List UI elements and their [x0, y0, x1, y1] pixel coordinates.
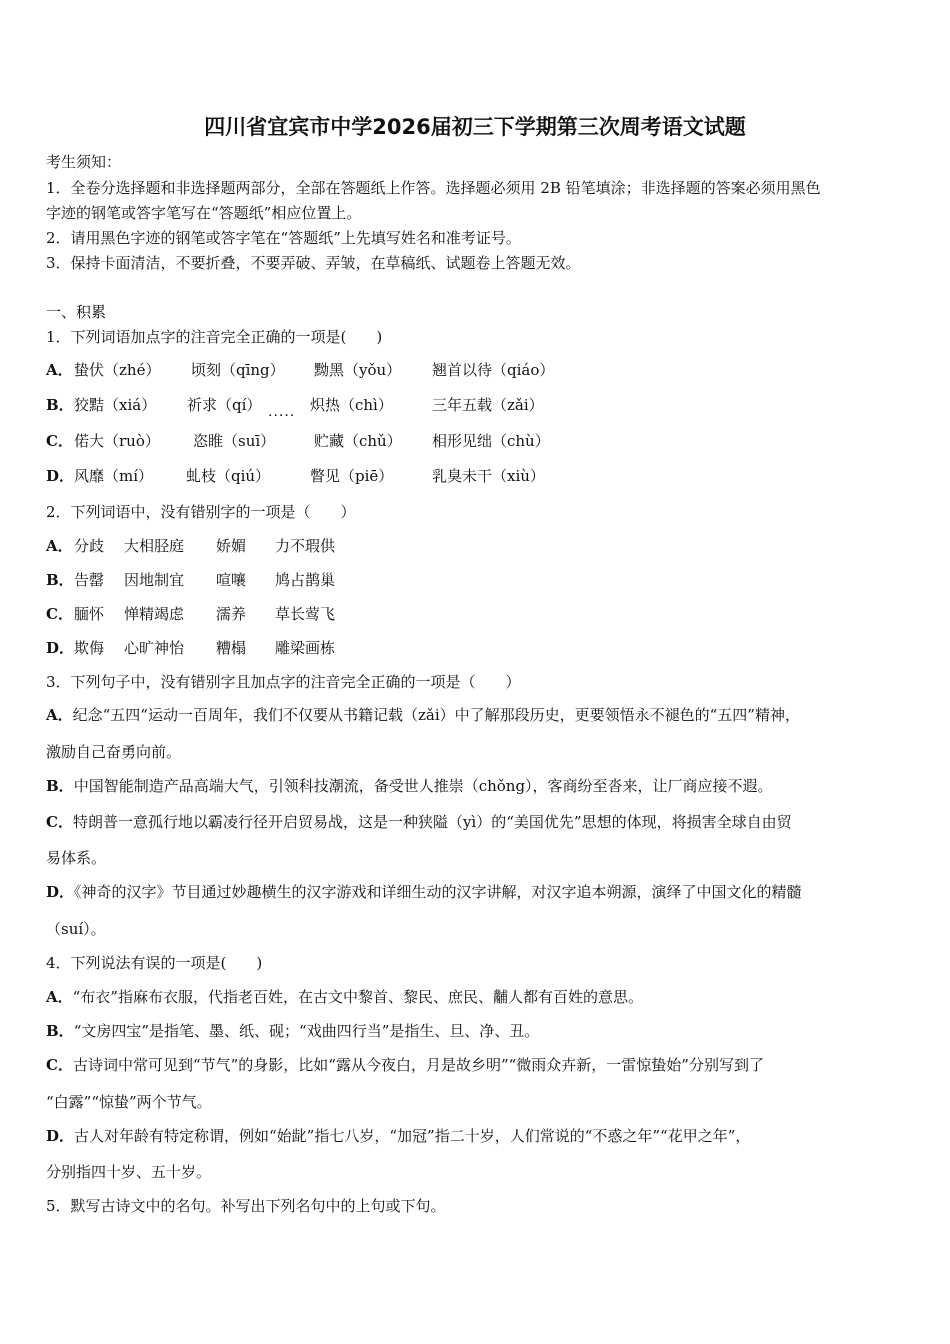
- option-word: 祈求（qí）: [187, 396, 262, 414]
- option-word: 蛰伏（zhé）: [74, 361, 161, 379]
- option-text: “文房四宝”是指笔、墨、纸、砚；“戏曲四行当”是指生、旦、净、丑。: [73, 1022, 540, 1040]
- q3-option-d-cont: （suí）。: [46, 920, 106, 938]
- option-word: 乳臭未干（xiù）: [432, 467, 545, 485]
- option-word: 狡黠（xiá）: [74, 396, 157, 414]
- q4-option-d[interactable]: [46, 1126, 750, 1146]
- option-text: 《神奇的汉字》节目通过妙趣横生的汉字游戏和详细生动的汉字讲解，对汉字追本朔源，演绎了中国文化的精髓: [74, 883, 802, 901]
- option-letter: D．: [46, 883, 75, 901]
- option-word: 腼怀: [74, 605, 105, 623]
- notice-line-2: 2．请用黑色字迹的钢笔或答字笔在“答题纸”上先填写姓名和准考证号。: [46, 229, 521, 247]
- option-letter: A．: [46, 537, 73, 555]
- q4-option-b[interactable]: [46, 1021, 539, 1041]
- option-word: 力不瑕供: [275, 537, 336, 555]
- q4-option-d-cont: 分别指四十岁、五十岁。: [46, 1163, 212, 1181]
- option-word: 鸠占鹊巢: [275, 571, 336, 589]
- option-word: 欺侮: [74, 639, 105, 657]
- option-word: 濡养: [216, 605, 247, 623]
- option-text: 古人对年龄有特定称谓，例如“始龀”指七八岁，“加冠”指二十岁，人们常说的“不惑之年”“花甲之年”，: [74, 1127, 751, 1145]
- q2-stem: 2．下列词语中，没有错别字的一项是（ ）: [46, 503, 356, 521]
- section-heading: 一、积累: [46, 303, 107, 321]
- option-word: 偌大（ruò）: [74, 432, 160, 450]
- option-word: 草长莺飞: [275, 605, 336, 623]
- option-letter: A．: [46, 988, 73, 1006]
- option-word: 娇媚: [216, 537, 247, 555]
- option-text: “布衣”指麻布衣服，代指老百姓，在古文中黎首、黎民、庶民、黼人都有百姓的意思。: [72, 988, 643, 1006]
- option-letter: C．: [46, 813, 73, 831]
- q3-option-c[interactable]: [46, 812, 792, 832]
- q3-option-b[interactable]: [46, 776, 773, 796]
- option-word: 黝黑（yǒu）: [314, 361, 402, 379]
- option-word: 大相胫庭: [124, 537, 185, 555]
- notice-heading: 考生须知：: [46, 153, 122, 171]
- q3-option-a[interactable]: [46, 705, 800, 725]
- q3-stem: 3．下列句子中，没有错别字且加点字的注音完全正确的一项是（ ）: [46, 673, 521, 691]
- q4-option-c[interactable]: [46, 1055, 764, 1075]
- option-word: 惮精竭虑: [124, 605, 185, 623]
- option-word: 瞥见（piē）: [310, 467, 394, 485]
- option-letter: C．: [46, 432, 73, 450]
- notice-line-1b: 字迹的钢笔或答字笔写在“答题纸”相应位置上。: [46, 204, 362, 222]
- option-letter: D．: [46, 1127, 75, 1145]
- option-letter: D．: [46, 639, 75, 657]
- option-word: 炽热（chì）: [310, 396, 393, 414]
- option-letter: B．: [46, 1022, 74, 1040]
- option-text: 古诗词中常可见到“节气”的身影，比如“露从今夜白，月是故乡明”“微雨众卉新，一雷惊蛰始”分别写到了: [72, 1056, 764, 1074]
- option-word: 风靡（mí）: [74, 467, 154, 485]
- q1-stem: 1．下列词语加点字的注音完全正确的一项是( ): [46, 328, 383, 346]
- option-letter: A．: [46, 361, 73, 379]
- option-word: 恣睢（suī）: [193, 432, 276, 450]
- option-word: 告罄: [74, 571, 105, 589]
- option-word: 分歧: [74, 537, 105, 555]
- option-word: 糟榻: [216, 639, 247, 657]
- q4-option-a[interactable]: [46, 987, 643, 1007]
- option-text: 中国智能制造产品高端大气，引领科技潮流，备受世人推崇（chǒng），客商纷至沓来，让厂商应接不遐。: [73, 777, 773, 795]
- page-title: 四川省宜宾市中学2026届初三下学期第三次周考语文试题: [204, 115, 746, 139]
- option-letter: C．: [46, 1056, 73, 1074]
- option-letter: B．: [46, 571, 74, 589]
- notice-line-1a: 1．全卷分选择题和非选择题两部分，全部在答题纸上作答。选择题必须用 2B 铅笔填涂；非选择题的答案必须用黑色: [46, 179, 821, 197]
- option-word: 虬枝（qiú）: [186, 467, 271, 485]
- option-word: 贮藏（chǔ）: [314, 432, 402, 450]
- option-letter: B．: [46, 396, 74, 414]
- option-letter: D．: [46, 467, 75, 485]
- option-letter: C．: [46, 605, 73, 623]
- q3-option-c-cont: 易体系。: [46, 849, 107, 867]
- option-word: 顷刻（qīng）: [191, 361, 285, 379]
- q3-option-d[interactable]: [46, 882, 802, 902]
- option-letter: B．: [46, 777, 74, 795]
- notice-line-3: 3．保持卡面清洁，不要折叠，不要弄破、弄皱，在草稿纸、试题卷上答题无效。: [46, 254, 581, 272]
- option-word: 因地制宜: [124, 571, 185, 589]
- q4-stem: 4．下列说法有误的一项是( ): [46, 954, 263, 972]
- option-word: 雕梁画栋: [275, 639, 336, 657]
- option-word: 心旷神怡: [124, 639, 185, 657]
- option-text: 特朗普一意孤行地以霸凌行径开启贸易战，这是一种狭隘（yì）的“美国优先”思想的体现，将损害全球自由贸: [72, 813, 792, 831]
- option-word: 三年五载（zǎi）: [432, 396, 544, 414]
- q3-option-a-cont: 激励自己奋勇向前。: [46, 743, 182, 761]
- q5-stem: 5．默写古诗文中的名句。补写出下列名句中的上句或下句。: [46, 1197, 446, 1215]
- option-text: 纪念“五四“运动一百周年，我们不仅要从书籍记载（zǎi）中了解那段历史，更要领悟永不褪色的“五四”精神，: [72, 706, 800, 724]
- option-word: 喧嚷: [216, 571, 247, 589]
- option-letter: A．: [46, 706, 73, 724]
- emphasis-dots: .....: [268, 404, 296, 420]
- option-word: 翘首以待（qiáo）: [432, 361, 555, 379]
- q4-option-c-cont: “白露”“惊蛰”两个节气。: [46, 1093, 212, 1111]
- option-word: 相形见绌（chù）: [432, 432, 550, 450]
